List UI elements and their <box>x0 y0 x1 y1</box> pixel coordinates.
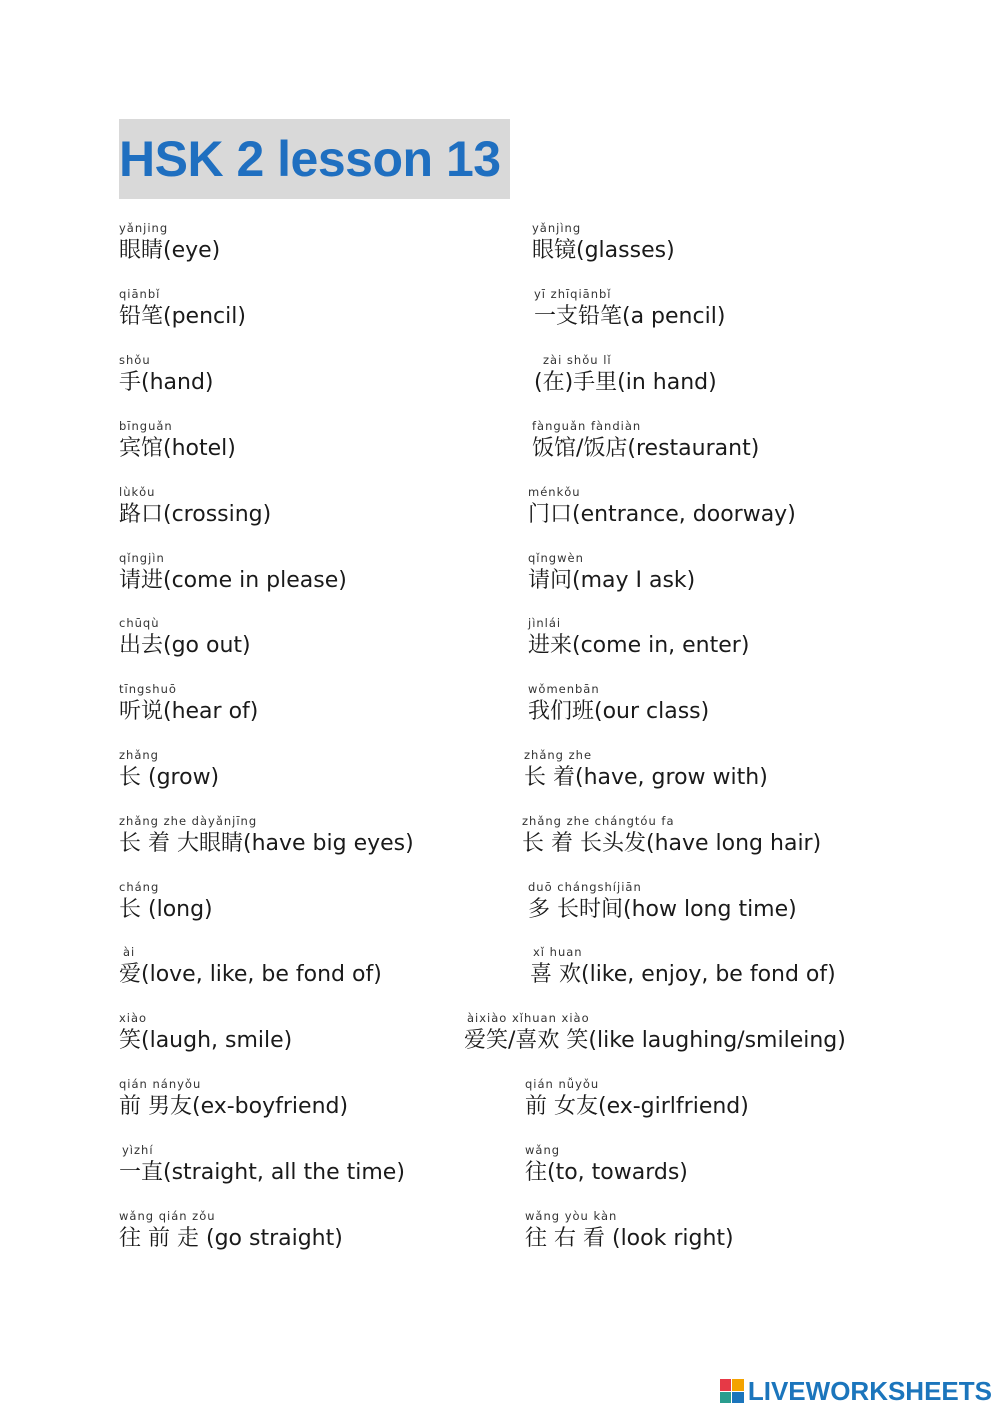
vocab-entry <box>528 682 709 727</box>
vocab-word: 笑(laugh, smile) <box>119 1028 293 1053</box>
vocab-entry <box>119 419 236 464</box>
vocab-entry <box>528 616 749 661</box>
pinyin: yǎnjìng <box>532 221 582 235</box>
pinyin: qiānbǐ <box>119 287 161 301</box>
vocab-entry <box>528 880 797 925</box>
vocab-word: 一直(straight, all the time) <box>119 1160 405 1185</box>
vocab-word: 前 男友(ex-boyfriend) <box>119 1094 349 1119</box>
vocab-word: 长 (long) <box>119 897 213 922</box>
pinyin: xǐ huan <box>533 945 583 959</box>
pinyin: jìnlái <box>528 616 562 630</box>
vocab-entry <box>119 616 251 661</box>
vocab-word: 听说(hear of) <box>119 699 259 724</box>
pinyin: qǐngwèn <box>528 551 584 565</box>
vocab-word: 进来(come in, enter) <box>528 633 750 658</box>
vocab-entry <box>119 748 219 793</box>
vocab-word: 长 (grow) <box>119 765 220 790</box>
vocab-word: 长 着 长头发(have long hair) <box>522 831 822 856</box>
vocab-entry <box>119 1011 292 1056</box>
vocab-word: 眼镜(glasses) <box>532 238 675 263</box>
vocab-entry <box>528 485 796 530</box>
vocab-entry <box>119 287 246 332</box>
pinyin: wǎng yòu kàn <box>525 1209 618 1223</box>
pinyin: zhǎng zhe chángtóu fa <box>522 814 675 828</box>
pinyin: zài shǒu lǐ <box>543 353 612 367</box>
pinyin: fànguǎn fàndiàn <box>532 419 642 433</box>
vocab-entry <box>525 1143 688 1188</box>
vocab-entry <box>119 945 382 990</box>
vocab-word: 喜 欢(like, enjoy, be fond of) <box>530 962 836 987</box>
pinyin: qián nányǒu <box>119 1077 202 1091</box>
vocab-entry <box>119 353 214 398</box>
vocab-word: 路口(crossing) <box>119 502 272 527</box>
pinyin: chūqù <box>119 616 160 630</box>
page-title: HSK 2 lesson 13 <box>119 131 501 187</box>
logo-text: LIVEWORKSHEETS <box>747 1376 992 1406</box>
vocab-word: 请问(may I ask) <box>528 568 696 593</box>
vocab-entry <box>534 287 725 332</box>
vocab-entry <box>119 551 347 596</box>
vocab-entry <box>119 1077 348 1122</box>
vocab-entry <box>525 1077 749 1122</box>
vocab-word: 长 着 大眼睛(have big eyes) <box>119 831 414 856</box>
vocab-word: 手(hand) <box>119 370 214 395</box>
vocab-word: 饭馆/饭店(restaurant) <box>532 436 760 461</box>
pinyin: yī zhīqiānbǐ <box>534 287 612 301</box>
vocab-word: (在)手里(in hand) <box>534 370 717 395</box>
vocab-word: 宾馆(hotel) <box>119 436 236 461</box>
vocab-word: 多 长时间(how long time) <box>528 897 797 922</box>
vocab-word: 往(to, towards) <box>525 1160 688 1185</box>
vocab-word: 爱笑/喜欢 笑(like laughing/smileing) <box>464 1028 846 1053</box>
pinyin: wǎng <box>525 1143 561 1157</box>
vocab-entry <box>119 221 220 266</box>
pinyin: yǎnjing <box>119 221 169 235</box>
vocab-entry <box>119 814 414 859</box>
vocab-entry <box>532 419 759 464</box>
vocab-word: 门口(entrance, doorway) <box>528 502 796 527</box>
vocab-word: 铅笔(pencil) <box>119 304 246 329</box>
pinyin: qián nǚyǒu <box>525 1077 600 1091</box>
pinyin: wǎng qián zǒu <box>119 1209 216 1223</box>
vocab-entry <box>464 1011 846 1056</box>
vocab-entry <box>532 221 675 266</box>
pinyin: zhǎng <box>119 748 159 762</box>
vocab-entry <box>524 748 768 793</box>
vocab-word: 前 女友(ex-girlfriend) <box>525 1094 749 1119</box>
pinyin: ménkǒu <box>528 485 581 499</box>
vocab-entry <box>522 814 821 859</box>
vocab-word: 爱(love, like, be fond of) <box>119 962 382 987</box>
pinyin: qǐngjìn <box>119 551 165 565</box>
pinyin: xiào <box>119 1011 148 1025</box>
vocab-entry <box>119 1143 405 1188</box>
pinyin: tīngshuō <box>119 682 177 696</box>
pinyin: cháng <box>119 880 160 894</box>
vocab-entry <box>119 485 271 530</box>
vocab-word: 长 着(have, grow with) <box>524 765 768 790</box>
vocab-entry <box>534 353 717 398</box>
vocab-word: 我们班(our class) <box>528 699 710 724</box>
vocab-entry <box>530 945 836 990</box>
pinyin: zhǎng zhe dàyǎnjīng <box>119 814 258 828</box>
pinyin: lùkǒu <box>119 485 156 499</box>
pinyin: zhǎng zhe <box>524 748 593 762</box>
pinyin: àixiào xǐhuan xiào <box>467 1011 590 1025</box>
vocab-word: 一支铅笔(a pencil) <box>534 304 726 329</box>
vocab-entry <box>525 1209 734 1254</box>
pinyin: ài <box>123 945 136 959</box>
pinyin: bīnguǎn <box>119 419 173 433</box>
vocab-word: 眼睛(eye) <box>119 238 221 263</box>
pinyin: yìzhí <box>122 1143 154 1157</box>
vocab-entry <box>119 682 258 727</box>
pinyin: duō chángshíjiān <box>528 880 642 894</box>
vocab-word: 出去(go out) <box>119 633 251 658</box>
vocab-word: 往 右 看 (look right) <box>525 1226 734 1251</box>
liveworksheets-logo[interactable] <box>720 1377 992 1405</box>
pinyin: shǒu <box>119 353 151 367</box>
vocab-entry <box>528 551 695 596</box>
logo-mark-icon <box>720 1379 744 1403</box>
vocab-word: 往 前 走 (go straight) <box>119 1226 343 1251</box>
vocab-entry <box>119 1209 343 1254</box>
vocab-word: 请进(come in please) <box>119 568 347 593</box>
pinyin: wǒmenbān <box>528 682 600 696</box>
vocab-entry <box>119 880 213 925</box>
